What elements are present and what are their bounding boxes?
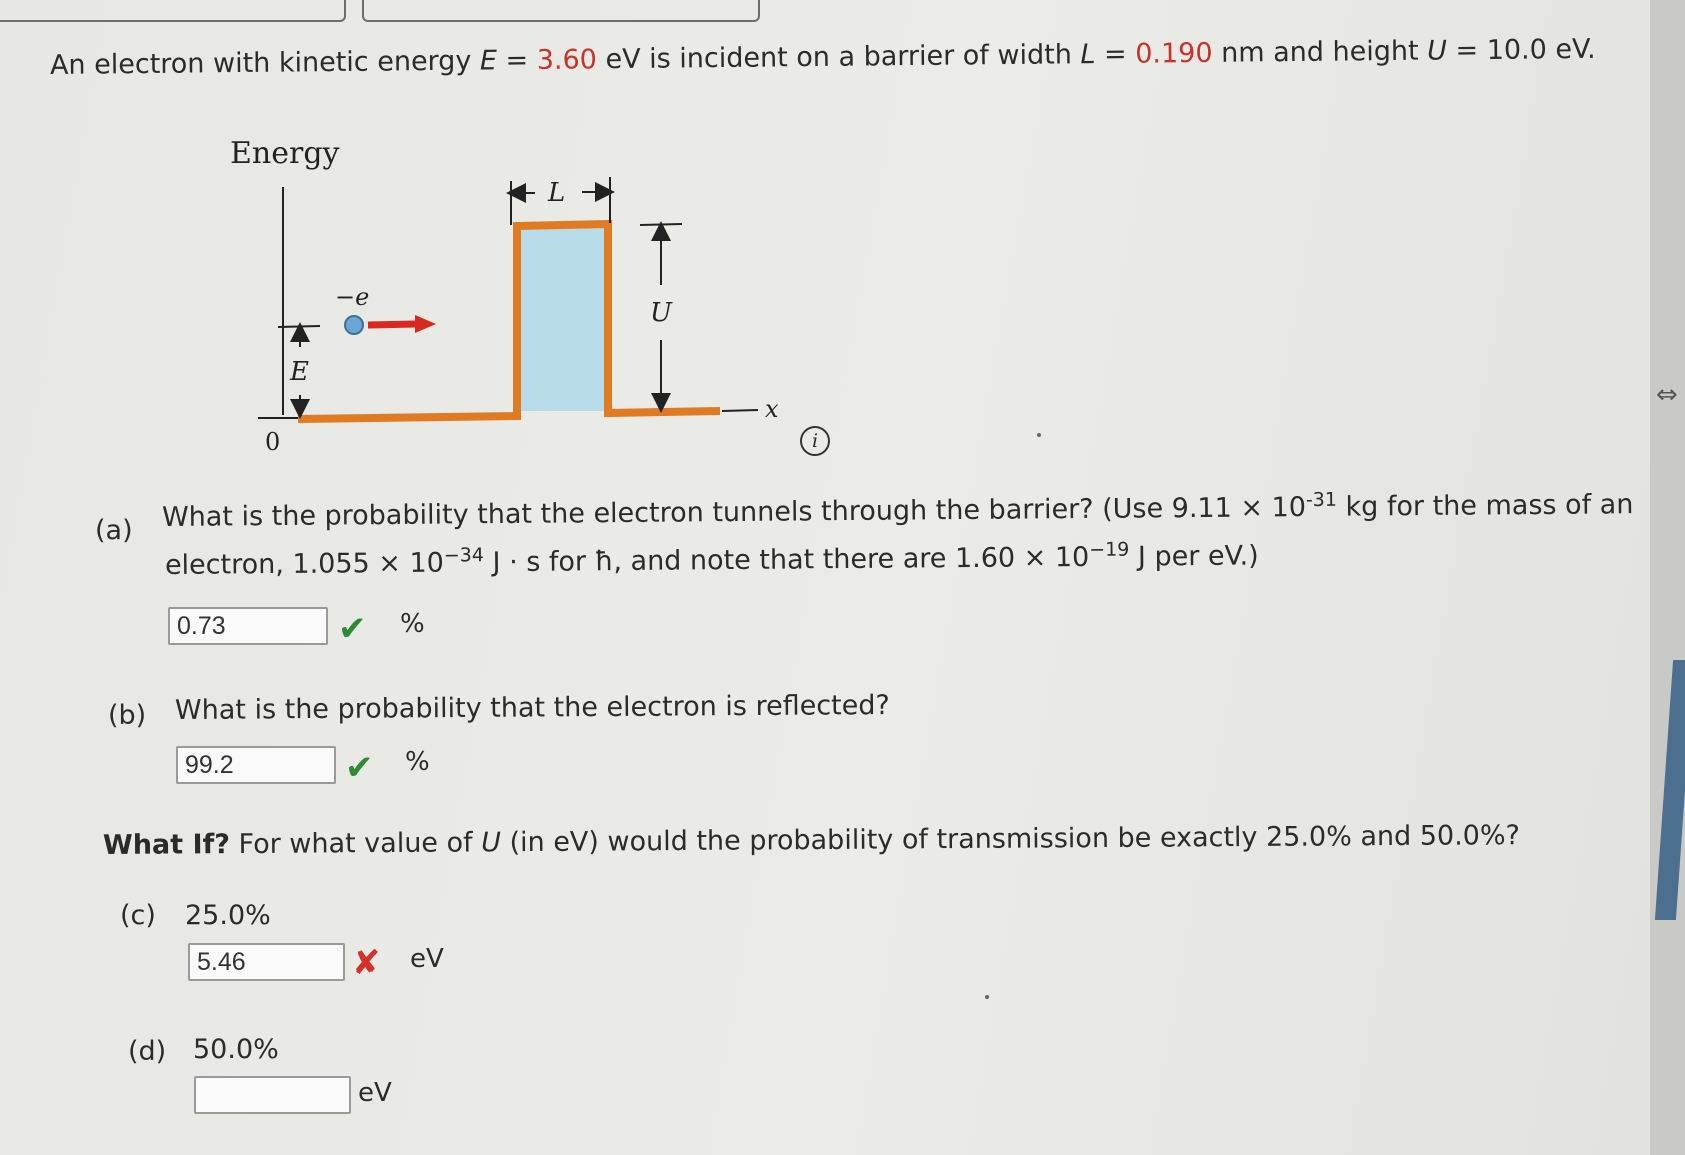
zero-label: 0 [265, 428, 281, 456]
part-a-question-line2: electron, $1.055 \times 10^{-34}$ J · s for ħ, and note that there are $1.60 \times 10^{-19}$ J per eV.) [164, 538, 1259, 581]
part-a-unit: % [400, 609, 425, 639]
part-b-letter: (b) [108, 700, 147, 731]
tab-left[interactable] [0, 0, 346, 22]
cross-icon: ✘ [352, 943, 381, 983]
L-label: L [548, 178, 566, 208]
part-c-unit: eV [410, 944, 444, 974]
part-d-label: 50.0% [193, 1034, 279, 1065]
part-a-answer-input[interactable]: 0.73 [168, 607, 328, 645]
part-d-answer-input[interactable] [194, 1076, 351, 1114]
energy-value: 3.60 [536, 44, 598, 76]
barrier-diagram [220, 125, 800, 465]
electron-velocity-arrow [368, 324, 415, 325]
check-icon: ✔ [345, 748, 374, 788]
energy-axis-label: Energy [230, 136, 340, 171]
width-value: 0.190 [1135, 37, 1213, 70]
tab-right[interactable] [362, 0, 760, 22]
part-c-answer-input[interactable]: 5.46 [188, 943, 345, 981]
energy-level-tick [278, 326, 320, 327]
part-d-letter: (d) [128, 1036, 167, 1067]
part-c-label: 25.0% [185, 900, 271, 931]
barrier-region [515, 225, 607, 411]
U-tick-top [640, 224, 682, 225]
problem-statement: An electron with kinetic energy E = 3.60 eV is incident on a barrier of width L = 0.190 nm and height U = 10.0 eV. [49, 33, 1596, 81]
part-b-unit: % [405, 747, 430, 777]
x-axis-label: x [765, 395, 779, 423]
resize-handle-icon[interactable]: ⇔ [1656, 380, 1678, 410]
electron-label: −e [335, 283, 370, 311]
part-b-question: What is the probability that the electron is reflected? [174, 690, 890, 726]
check-icon: ✔ [338, 609, 367, 649]
what-if-prompt: What If? For what value of U (in eV) would the probability of transmission be exactly 25.0% and 50.0%? [102, 820, 1521, 861]
part-b-answer-input[interactable]: 99.2 [176, 746, 336, 784]
part-a-letter: (a) [95, 515, 133, 546]
stray-dot [1037, 433, 1041, 437]
stray-dot [985, 995, 989, 999]
info-icon[interactable]: i [800, 426, 830, 456]
arrowhead-red [415, 315, 436, 333]
part-c-letter: (c) [120, 900, 156, 931]
electron-icon [345, 316, 363, 334]
window-edge [1650, 0, 1685, 1155]
part-d-unit: eV [358, 1078, 392, 1108]
part-a-question-line1: What is the probability that the electron tunnels through the barrier? (Use $9.11 \times 10^{-31}$ kg for the mass of an [161, 488, 1634, 533]
x-axis-tail [722, 410, 758, 411]
U-label: U [650, 298, 672, 328]
E-label: E [290, 357, 309, 387]
